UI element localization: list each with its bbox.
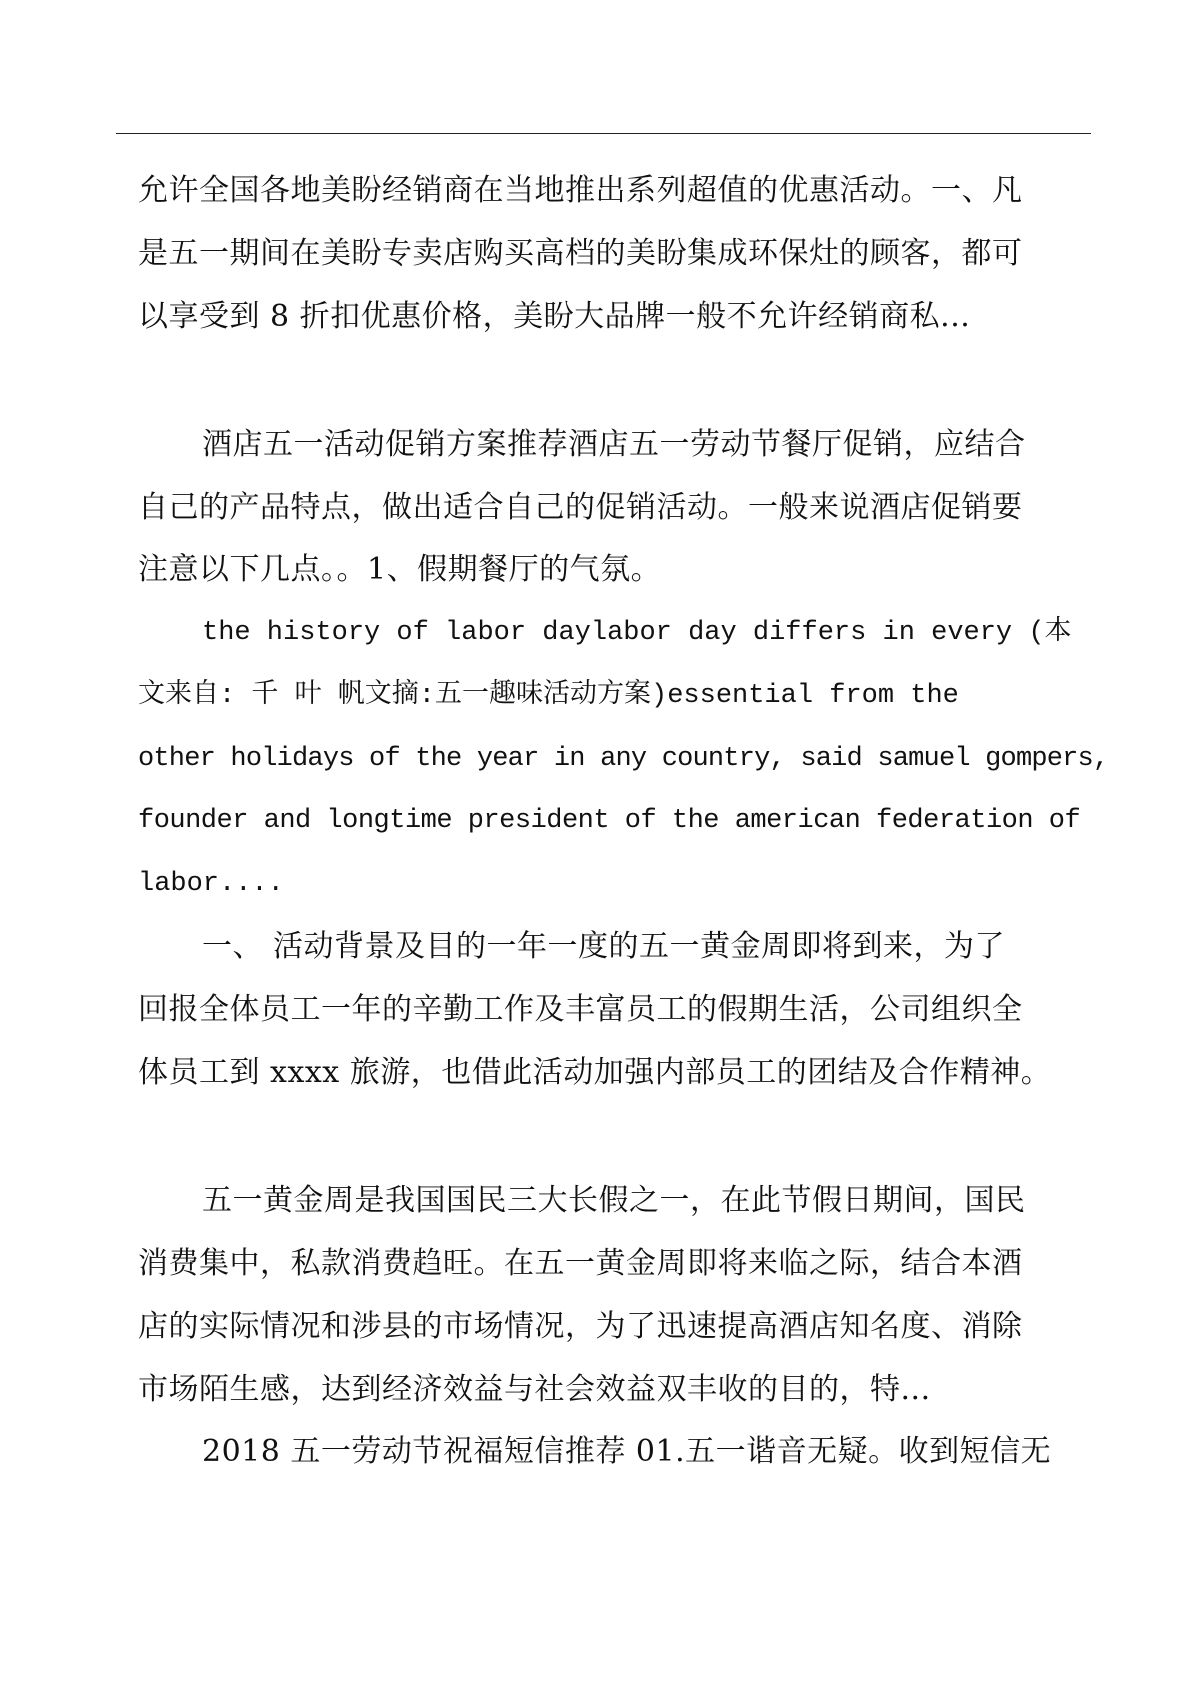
text-line: 体员工到 xxxx 旅游，也借此活动加强内部员工的团结及合作精神。 bbox=[138, 1055, 1052, 1090]
text-line: 回报全体员工一年的辛勤工作及丰富员工的假期生活，公司组织全 bbox=[138, 992, 1023, 1027]
text-line: 文来自: 千 叶 帆文摘:五一趣味活动方案)essential from the bbox=[138, 681, 959, 711]
paragraph-first-line: 五一黄金周是我国国民三大长假之一，在此节假日期间，国民 bbox=[202, 1183, 1026, 1218]
text-line: other holidays of the year in any country, said samuel gompers, bbox=[138, 744, 1109, 774]
text-line: 消费集中，私款消费趋旺。在五一黄金周即将来临之际，结合本酒 bbox=[138, 1246, 1023, 1281]
text-line: 注意以下几点。。1、假期餐厅的气氛。 bbox=[138, 552, 662, 587]
text-line: 是五一期间在美盼专卖店购买高档的美盼集成环保灶的顾客，都可 bbox=[138, 236, 1023, 271]
paragraph-first-line: the history of labor daylabor day differs in every (本 bbox=[202, 618, 1072, 648]
header-divider bbox=[116, 133, 1091, 134]
text-line: 市场陌生感，达到经济效益与社会效益双丰收的目的，特... bbox=[138, 1372, 931, 1407]
paragraph-first-line: 一、 活动背景及目的一年一度的五一黄金周即将到来，为了 bbox=[202, 929, 1006, 964]
text-line: 自己的产品特点，做出适合自己的促销活动。一般来说酒店促销要 bbox=[138, 490, 1023, 525]
text-line: labor.... bbox=[138, 869, 284, 899]
paragraph-first-line: 2018 五一劳动节祝福短信推荐 01.五一谐音无疑。收到短信无 bbox=[202, 1434, 1052, 1469]
text-line: 允许全国各地美盼经销商在当地推出系列超值的优惠活动。一、凡 bbox=[138, 173, 1023, 208]
paragraph-first-line: 酒店五一活动促销方案推荐酒店五一劳动节餐厅促销，应结合 bbox=[202, 427, 1026, 462]
text-line: founder and longtime president of the american federation of bbox=[138, 806, 1081, 836]
text-line: 店的实际情况和涉县的市场情况，为了迅速提高酒店知名度、消除 bbox=[138, 1309, 1023, 1344]
text-line: 以享受到 8 折扣优惠价格，美盼大品牌一般不允许经销商私... bbox=[138, 299, 971, 334]
